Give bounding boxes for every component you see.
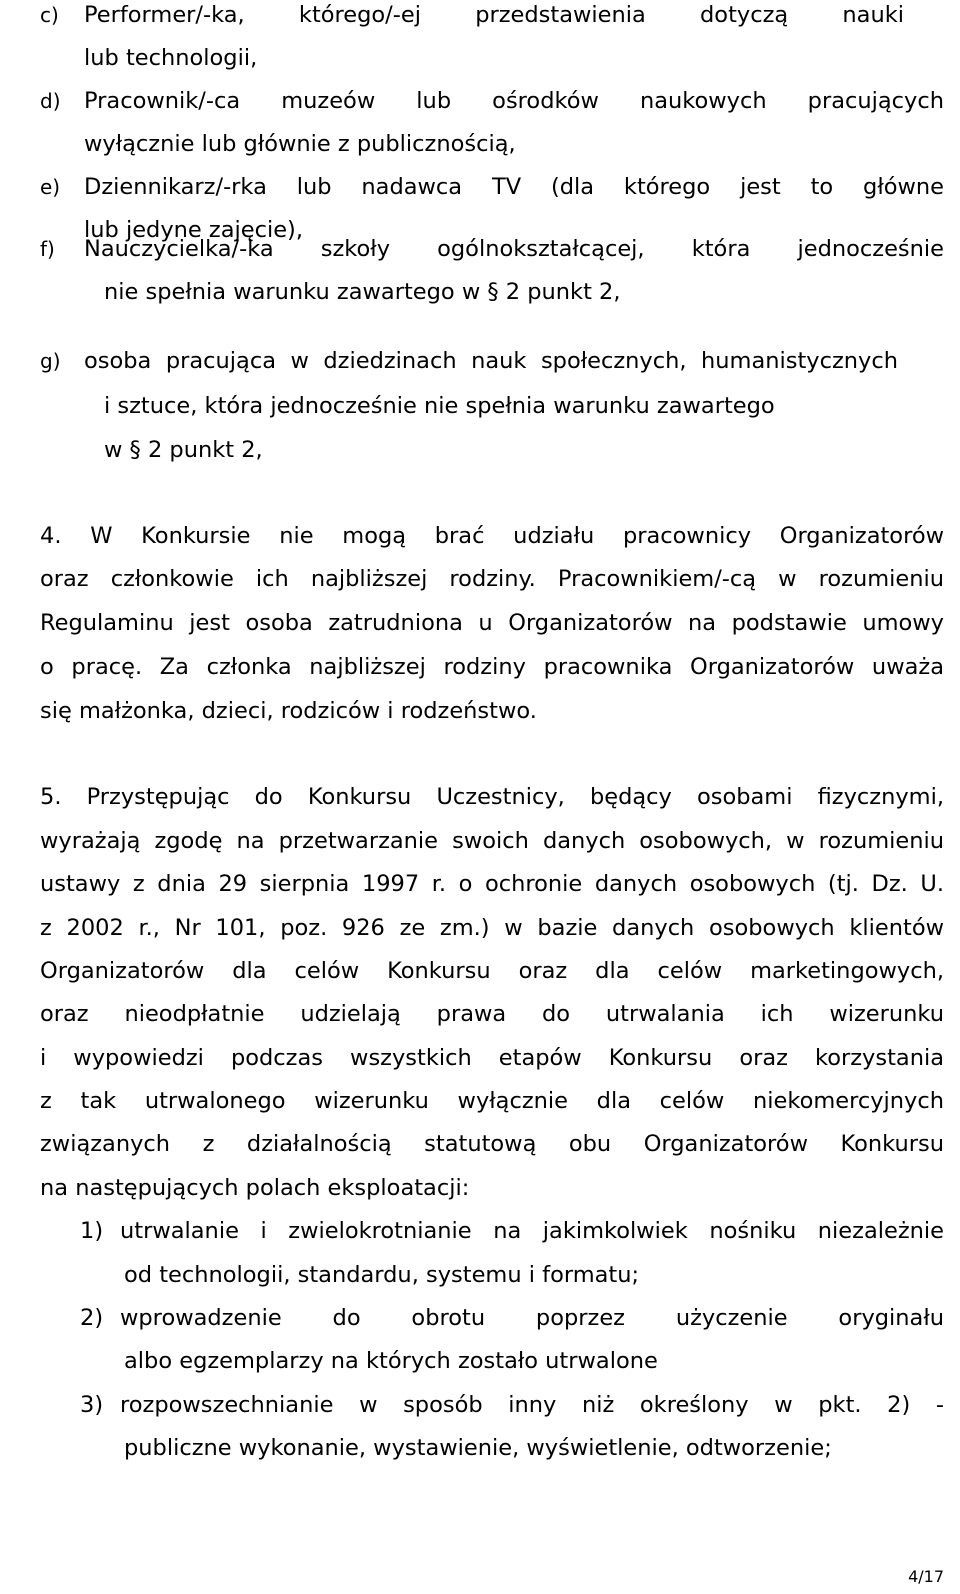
section5-line1: 5. Przystępując do Konkursu Uczestnicy, będący osobami fizycznymi, (40, 784, 944, 810)
section5-line6: oraz nieodpłatnie udzielają prawa do utrwalania ich wizerunku (40, 1001, 944, 1027)
list-marker-g: g) (40, 349, 61, 373)
list-item-f-line2: nie spełnia warunku zawartego w § 2 punkt 2, (104, 279, 621, 305)
section4-line5: się małżonka, dzieci, rodziców i rodzeństwo. (40, 698, 537, 724)
section4-line1: 4. W Konkursie nie mogą brać udziału pracownicy Organizatorów (40, 523, 944, 549)
list-marker-d: d) (40, 89, 61, 113)
list-marker-f: f) (40, 237, 55, 261)
list-item-g-line2: i sztuce, która jednocześnie nie spełnia warunku zawartego (104, 393, 775, 419)
section5-line5: Organizatorów dla celów Konkursu oraz dla celów marketingowych, (40, 958, 944, 984)
field-3-line1: rozpowszechnianie w sposób inny niż określony w pkt. 2) - (120, 1392, 944, 1418)
list-item-e-line2: lub jedyne zajęcie), (84, 217, 303, 243)
field-3-line2: publiczne wykonanie, wystawienie, wyświetlenie, odtworzenie; (124, 1435, 832, 1461)
field-2-line1: wprowadzenie do obrotu poprzez użyczenie oryginału (120, 1305, 944, 1331)
section5-line4: z 2002 r., Nr 101, poz. 926 ze zm.) w bazie danych osobowych klientów (40, 915, 944, 941)
list-item-e-line1: Dziennikarz/-rka lub nadawca TV (dla którego jest to główne (84, 174, 944, 200)
section5-line3: ustawy z dnia 29 sierpnia 1997 r. o ochronie danych osobowych (tj. Dz. U. (40, 871, 944, 897)
section4-line4: o pracę. Za członka najbliższej rodziny pracownika Organizatorów uważa (40, 654, 944, 680)
section5-line7: i wypowiedzi podczas wszystkich etapów Konkursu oraz korzystania (40, 1045, 944, 1071)
list-item-g-line3: w § 2 punkt 2, (104, 437, 263, 463)
list-item-d-line1: Pracownik/-ca muzeów lub ośrodków naukowych pracujących (84, 88, 944, 114)
field-marker-1: 1) (80, 1218, 104, 1244)
list-item-d-line2: wyłącznie lub głównie z publicznością, (84, 131, 516, 157)
section4-line2: oraz członkowie ich najbliższej rodziny. Pracownikiem/-cą w rozumieniu (40, 566, 944, 592)
field-marker-3: 3) (80, 1392, 104, 1418)
section5-line8: z tak utrwalonego wizerunku wyłącznie dla celów niekomercyjnych (40, 1088, 944, 1114)
list-item-c-line1: Performer/-ka, którego/-ej przedstawienia dotyczą nauki (84, 2, 904, 28)
section4-line3: Regulaminu jest osoba zatrudniona u Organizatorów na podstawie umowy (40, 610, 944, 636)
field-marker-2: 2) (80, 1305, 104, 1331)
list-item-c-line2: lub technologii, (84, 45, 258, 71)
field-2-line2: albo egzemplarzy na których zostało utrwalone (124, 1348, 658, 1374)
field-1-line2: od technologii, standardu, systemu i formatu; (124, 1262, 640, 1288)
list-marker-e: e) (40, 175, 61, 199)
page-number: 4/17 (908, 1567, 944, 1586)
field-1-line1: utrwalanie i zwielokrotnianie na jakimkolwiek nośniku niezależnie (120, 1218, 944, 1244)
section5-line10: na następujących polach eksploatacji: (40, 1175, 470, 1201)
list-item-f-line1: Nauczycielka/-ka szkoły ogólnokształcącej, która jednocześnie (84, 236, 944, 262)
section5-line9: związanych z działalnością statutową obu Organizatorów Konkursu (40, 1131, 944, 1157)
list-item-g-line1: osoba pracująca w dziedzinach nauk społecznych, humanistycznych (84, 348, 898, 374)
list-marker-c: c) (40, 3, 59, 27)
section5-line2: wyrażają zgodę na przetwarzanie swoich danych osobowych, w rozumieniu (40, 828, 944, 854)
